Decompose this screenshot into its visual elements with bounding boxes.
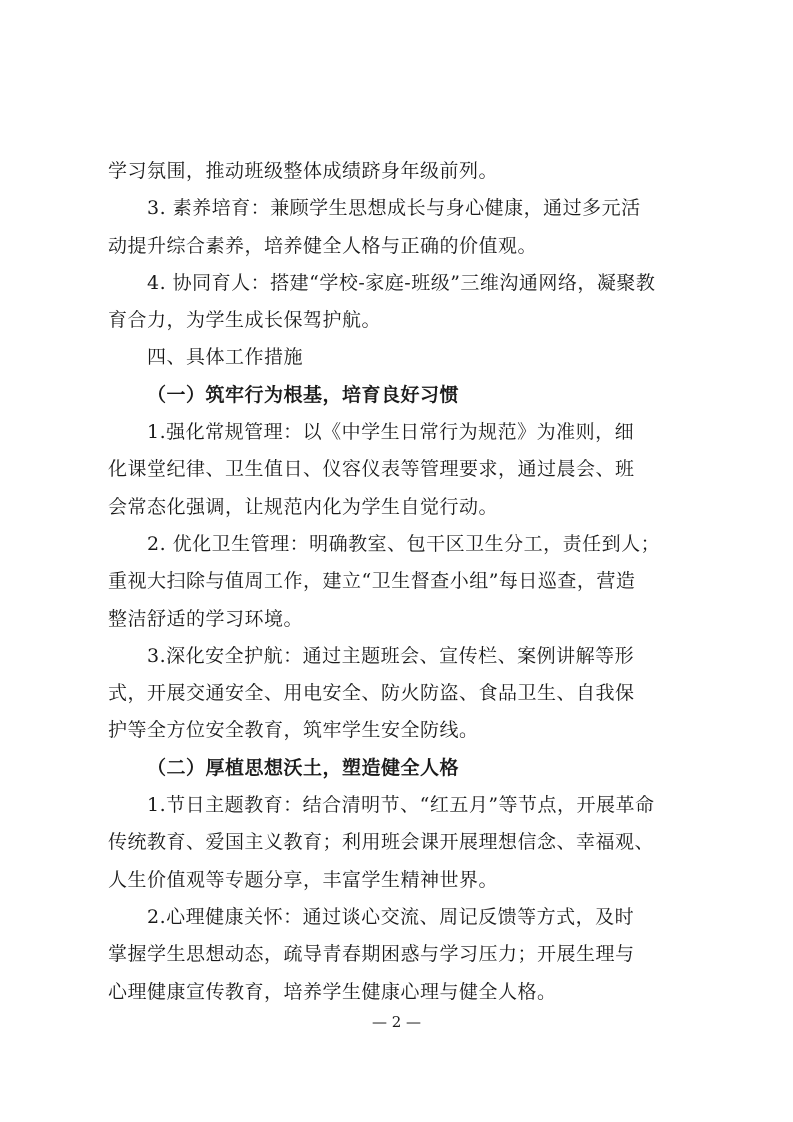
subsection-heading: （二）厚植思想沃土，塑造健全人格	[147, 756, 460, 779]
text-line: 护等全方位安全教育，筑牢学生安全防线。	[108, 719, 479, 742]
text-line: 2. 优化卫生管理：明确教室、包干区卫生分工，责任到人；	[147, 532, 661, 555]
text-line: 整洁舒适的学习环境。	[108, 607, 304, 630]
text-line: 心理健康宣传教育，培养学生健康心理与健全人格。	[108, 980, 557, 1003]
text-line: 学习氛围，推动班级整体成绩跻身年级前列。	[108, 160, 499, 182]
text-line: 式，开展交通安全、用电安全、防火防盗、食品卫生、自我保	[108, 682, 635, 705]
text-line: 育合力，为学生成长保驾护航。	[108, 309, 382, 332]
text-line: 动提升综合素养，培养健全人格与正确的价值观。	[108, 234, 538, 257]
text-line: 3. 素养培育：兼顾学生思想成长与身心健康，通过多元活	[147, 197, 641, 220]
text-line: 2.心理健康关怀：通过谈心交流、周记反馈等方式，及时	[147, 905, 635, 928]
text-line: 会常态化强调，让规范内化为学生自觉行动。	[108, 495, 499, 518]
text-line: 1.节日主题教育：结合清明节、“红五月”等节点，开展革命	[147, 794, 655, 817]
text-line: 传统教育、爱国主义教育；利用班会课开展理想信念、幸福观、	[108, 831, 655, 854]
document-body	[108, 153, 688, 1011]
page-number: — 2 —	[371, 1013, 422, 1031]
text-line: 掌握学生思想动态，疏导青春期困惑与学习压力；开展生理与	[108, 943, 635, 966]
text-line: 人生价值观等专题分享，丰富学生精神世界。	[108, 868, 499, 891]
text-line: 3.深化安全护航：通过主题班会、宣传栏、案例讲解等形	[147, 644, 635, 667]
text-line: 化课堂纪律、卫生值日、仪容仪表等管理要求，通过晨会、班	[108, 458, 635, 481]
section-heading: 四、具体工作措施	[147, 346, 304, 369]
text-line: 4. 协同育人：搭建“学校-家庭-班级”三维沟通网络，凝聚教	[147, 271, 656, 294]
subsection-heading: （一）筑牢行为根基，培育良好习惯	[147, 383, 460, 406]
text-line: 重视大扫除与值周工作，建立“卫生督查小组”每日巡查，营造	[108, 570, 636, 593]
text-line: 1.强化常规管理：以《中学生日常行为规范》为准则，细	[147, 421, 635, 444]
